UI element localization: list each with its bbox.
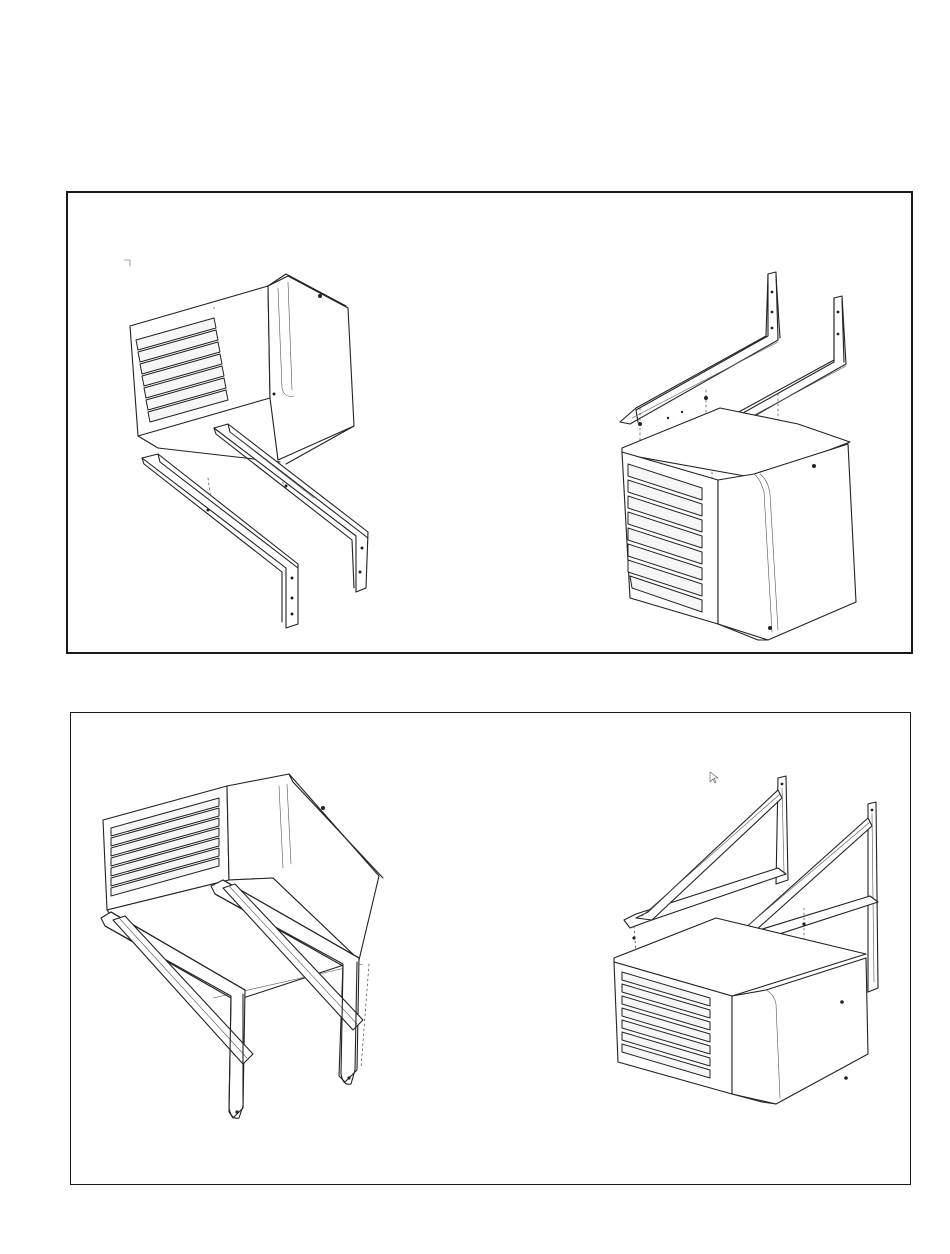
- top-diagram-panel: [66, 191, 913, 654]
- ceiling-bracket-left: [620, 272, 780, 424]
- cursor-arrow-icon: [710, 772, 718, 783]
- bottom-diagram-panel: [70, 712, 911, 1185]
- heater-on-braced-brackets-drawing: [93, 768, 423, 1168]
- heater-with-lower-brackets-drawing: [118, 248, 438, 648]
- heater-with-upper-brackets-drawing: [608, 268, 908, 648]
- braced-upper-bracket-left: [624, 776, 788, 928]
- cursor-tick-icon: [124, 260, 130, 266]
- heater-below-braced-brackets-drawing: [606, 768, 906, 1148]
